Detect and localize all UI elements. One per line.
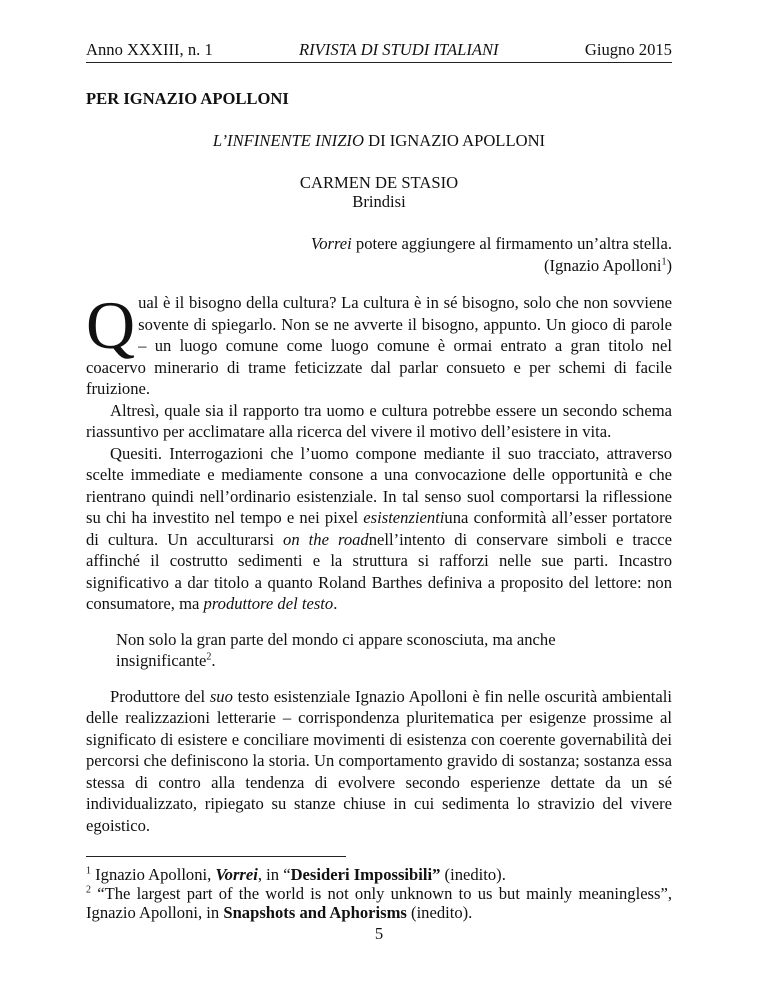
epigraph xyxy=(86,233,672,276)
article-title-rest: DI IGNAZIO APOLLONI xyxy=(363,131,546,150)
page xyxy=(86,40,672,944)
drop-cap: Q xyxy=(86,287,136,364)
article-title xyxy=(86,131,672,151)
section-title: PER IGNAZIO APOLLONI xyxy=(86,89,289,108)
fn1-text-c: , in “ xyxy=(257,865,291,885)
fn1-title: Vorrei xyxy=(215,865,258,885)
p4-italic: suo xyxy=(209,686,233,706)
fn2-title: Snapshots and Aphorisms xyxy=(223,903,407,923)
block-quote xyxy=(116,629,642,672)
footnote-2-number: 2 xyxy=(86,884,91,896)
epigraph-attribution-close: ) xyxy=(666,255,672,275)
p3-text-b: una conformità all’esser portatore di cultura. Un acculturarsi xyxy=(86,508,672,549)
epigraph-line xyxy=(86,233,672,255)
running-header xyxy=(86,40,672,63)
header-date: Giugno 2015 xyxy=(584,40,672,59)
header-journal-title: RIVISTA DI STUDI ITALIANI xyxy=(299,40,499,59)
footnote-2 xyxy=(86,884,672,922)
paragraph-1 xyxy=(86,287,672,400)
p3-text-c: nell’intento di conservare simboli e tracce affinché il costrutto sedimenti e la struttura si rafforzi nelle sue parti. Incastro significativo a dar titolo a quanto Roland Barthes definiva a proposito del lettore: non consumatore, ma xyxy=(86,529,672,614)
footnote-1 xyxy=(86,865,672,884)
paragraph-4 xyxy=(86,686,672,837)
p4-text-b: testo esistenziale Ignazio Apolloni è fin nelle oscurità ambientali delle realizzazioni letterarie – corrispondenza pluritematica per esigenze prossime al significato di esistere e conciliare movimenti di esistenza con coerente governabilità dei percorsi che definiscono la storia. Un comportamento gravido di sostanza; sostanza essa stessa di contro alla tendenza di evolvere secondo esperienze dettate da un sé individualizzato, ripiegato su stanze chiuse in cui sedimenta lo stravizio del vivere egoistico. xyxy=(86,686,672,835)
epigraph-attribution xyxy=(86,255,672,277)
epigraph-attribution-text: (Ignazio Apolloni xyxy=(543,255,662,275)
epigraph-text: potere aggiungere al firmamento un’altra stella. xyxy=(351,234,672,254)
epigraph-italic: Vorrei xyxy=(310,234,352,254)
p3-italic-2: on the road xyxy=(283,529,369,549)
p4-text-a: Produttore del xyxy=(110,686,210,706)
footnote-ref-2[interactable]: 2 xyxy=(206,651,212,663)
footnotes xyxy=(86,865,672,922)
paragraph-3 xyxy=(86,443,672,615)
header-issue: Anno XXXIII, n. 1 xyxy=(86,40,213,59)
p3-text-d: . xyxy=(333,594,338,614)
fn1-text-a: Ignazio Apolloni, xyxy=(91,865,216,885)
p3-italic-1: esistenzienti xyxy=(363,508,445,528)
article-title-italic: L’INFINENTE INIZIO xyxy=(212,131,364,150)
author-name: CARMEN DE STASIO xyxy=(299,173,459,192)
footnote-rule xyxy=(86,856,346,857)
footnote-1-number: 1 xyxy=(86,865,91,877)
page-number: 5 xyxy=(374,924,384,944)
article-body xyxy=(86,287,672,615)
footnote-ref-1[interactable]: 1 xyxy=(661,256,667,268)
fn1-text-e: (inedito). xyxy=(440,865,506,885)
article-body-continued xyxy=(86,686,672,837)
author-block xyxy=(86,173,672,211)
quote-end: . xyxy=(211,651,216,671)
fn1-collection: Desideri Impossibili” xyxy=(290,865,441,885)
p3-italic-3: produttore del testo xyxy=(203,594,334,614)
quote-text: Non solo la gran parte del mondo ci appare sconosciuta, ma anche insignificante xyxy=(116,629,556,671)
fn2-text-a: “The largest part of the world is not only unknown to us but mainly meaningless”, Ignazio Apolloni, in xyxy=(86,884,672,923)
author-affiliation: Brindisi xyxy=(352,192,406,212)
paragraph-1-text: ual è il bisogno della cultura? La cultura è in sé bisogno, solo che non sovviene sovente di spiegarlo. Non se ne avverte il bisogno, appunto. Un gioco di parole – un luogo comune come luogo comune è ormai entrato a gran titolo nel coacervo minerario di trame feticizzate dal parlar consueto e per schemi di facile fruizione. xyxy=(86,293,672,399)
fn2-text-c: (inedito). xyxy=(406,903,473,923)
paragraph-2: Altresì, quale sia il rapporto tra uomo e cultura potrebbe essere un secondo schema riassuntivo per acclimatare alla ricerca del vivere il motivo dell’esistere in vita. xyxy=(86,400,672,442)
p3-text-a: Quesiti. Interrogazioni che l’uomo compone mediante il suo tracciato, attraverso scelte immediate e mediamente consone a una convocazione delle opportunità e che rientrano quindi nell’ordinario esistenziale. In tal senso suol comportarsi la riflessione su chi ha investito nel tempo e nei pixel xyxy=(86,443,672,528)
